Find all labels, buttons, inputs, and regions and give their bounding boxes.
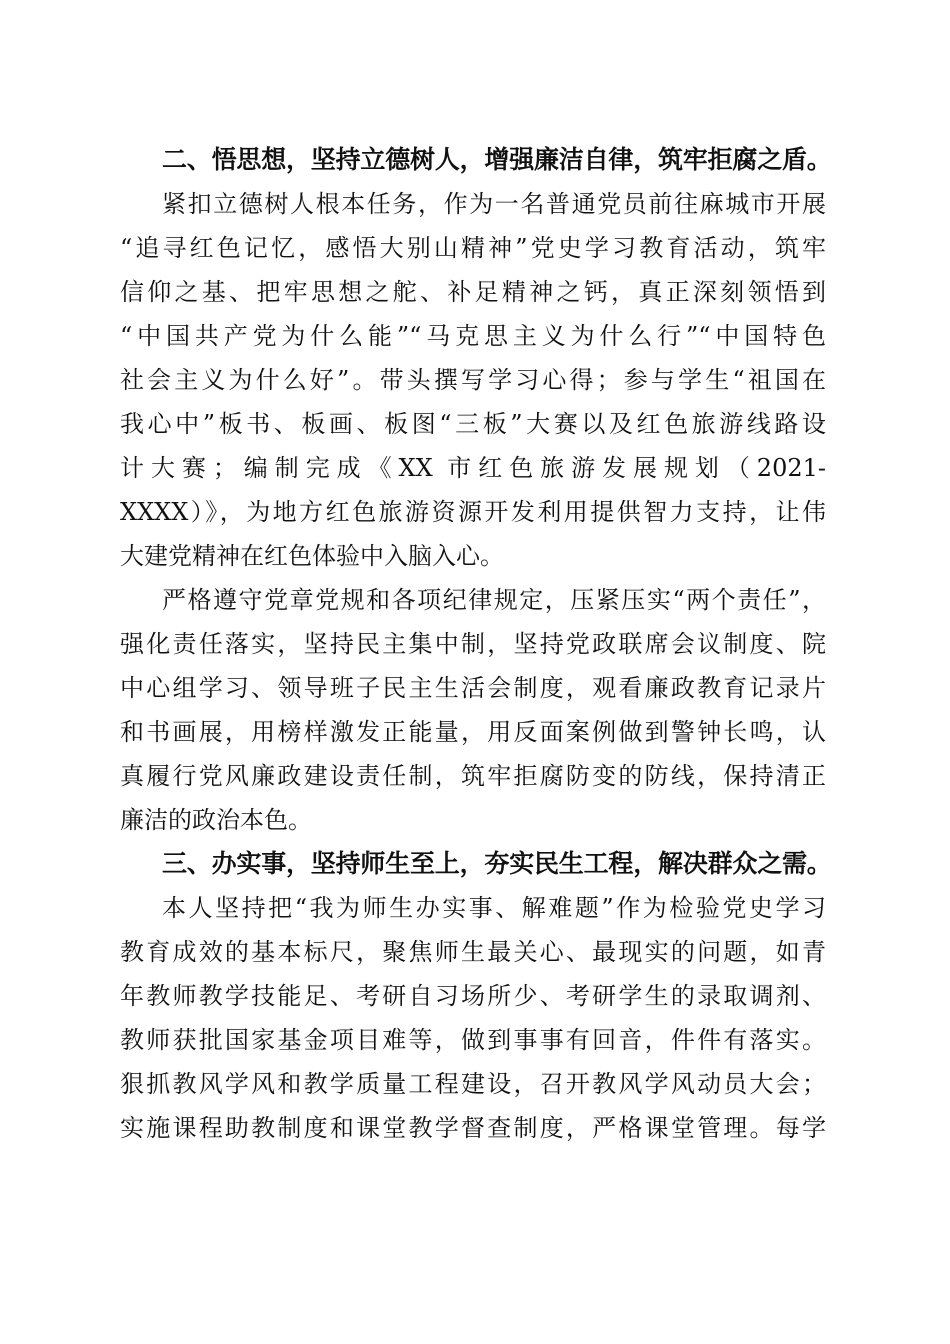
paragraph	[120, 578, 826, 842]
paragraph	[120, 886, 826, 1150]
text-line: 信仰之基、把牢思想之舵、补足精神之钙，真正深刻领悟到	[120, 278, 826, 306]
text-line: 狠抓教风学风和教学质量工程建设，召开教风学风动员大会；	[120, 1070, 826, 1098]
text-line: 强化责任落实，坚持民主集中制，坚持党政联席会议制度、院	[120, 630, 826, 658]
text-line: 大建党精神在红色体验中入脑入心。	[120, 542, 504, 570]
text-line: “追寻红色记忆，感悟大别山精神”党史学习教育活动，筑牢	[120, 234, 826, 262]
section-heading: 三、办实事，坚持师生至上，夯实民生工程，解决群众之需。	[162, 849, 832, 878]
text-line: 和书画展，用榜样激发正能量，用反面案例做到警钟长鸣，认	[120, 718, 826, 746]
text-line: 廉洁的政治本色。	[120, 806, 312, 834]
text-line: 真履行党风廉政建设责任制，筑牢拒腐防变的防线，保持清正	[120, 762, 826, 790]
text-line: 我心中”板书、板画、板图“三板”大赛以及红色旅游线路设	[120, 410, 826, 438]
text-line: 中心组学习、领导班子民主生活会制度，观看廉政教育记录片	[120, 674, 826, 702]
document-page	[120, 138, 832, 1150]
text-line: 本人坚持把“我为师生办实事、解难题”作为检验党史学习	[162, 894, 826, 922]
text-line: 教育成效的基本标尺，聚焦师生最关心、最现实的问题，如青	[120, 938, 826, 966]
text-line: 社会主义为什么好”。带头撰写学习心得；参与学生“祖国在	[120, 366, 826, 394]
text-line: 严格遵守党章党规和各项纪律规定，压紧压实“两个责任”，	[162, 586, 826, 614]
text-line: 教师获批国家基金项目难等，做到事事有回音，件件有落实。	[120, 1026, 826, 1054]
text-line: 计大赛；编制完成《XX 市红色旅游发展规划（2021-	[120, 454, 826, 482]
text-line: 年教师教学技能足、考研自习场所少、考研学生的录取调剂、	[120, 982, 826, 1010]
section-heading: 二、悟思想，坚持立德树人，增强廉洁自律，筑牢拒腐之盾。	[162, 145, 832, 174]
paragraph	[120, 182, 826, 578]
text-line: 实施课程助教制度和课堂教学督查制度，严格课堂管理。每学	[120, 1114, 826, 1142]
text-line: “中国共产党为什么能”“马克思主义为什么行”“中国特色	[120, 322, 826, 350]
text-line: XXXX）》，为地方红色旅游资源开发利用提供智力支持，让伟	[120, 498, 826, 526]
text-line: 紧扣立德树人根本任务，作为一名普通党员前往麻城市开展	[162, 190, 826, 218]
